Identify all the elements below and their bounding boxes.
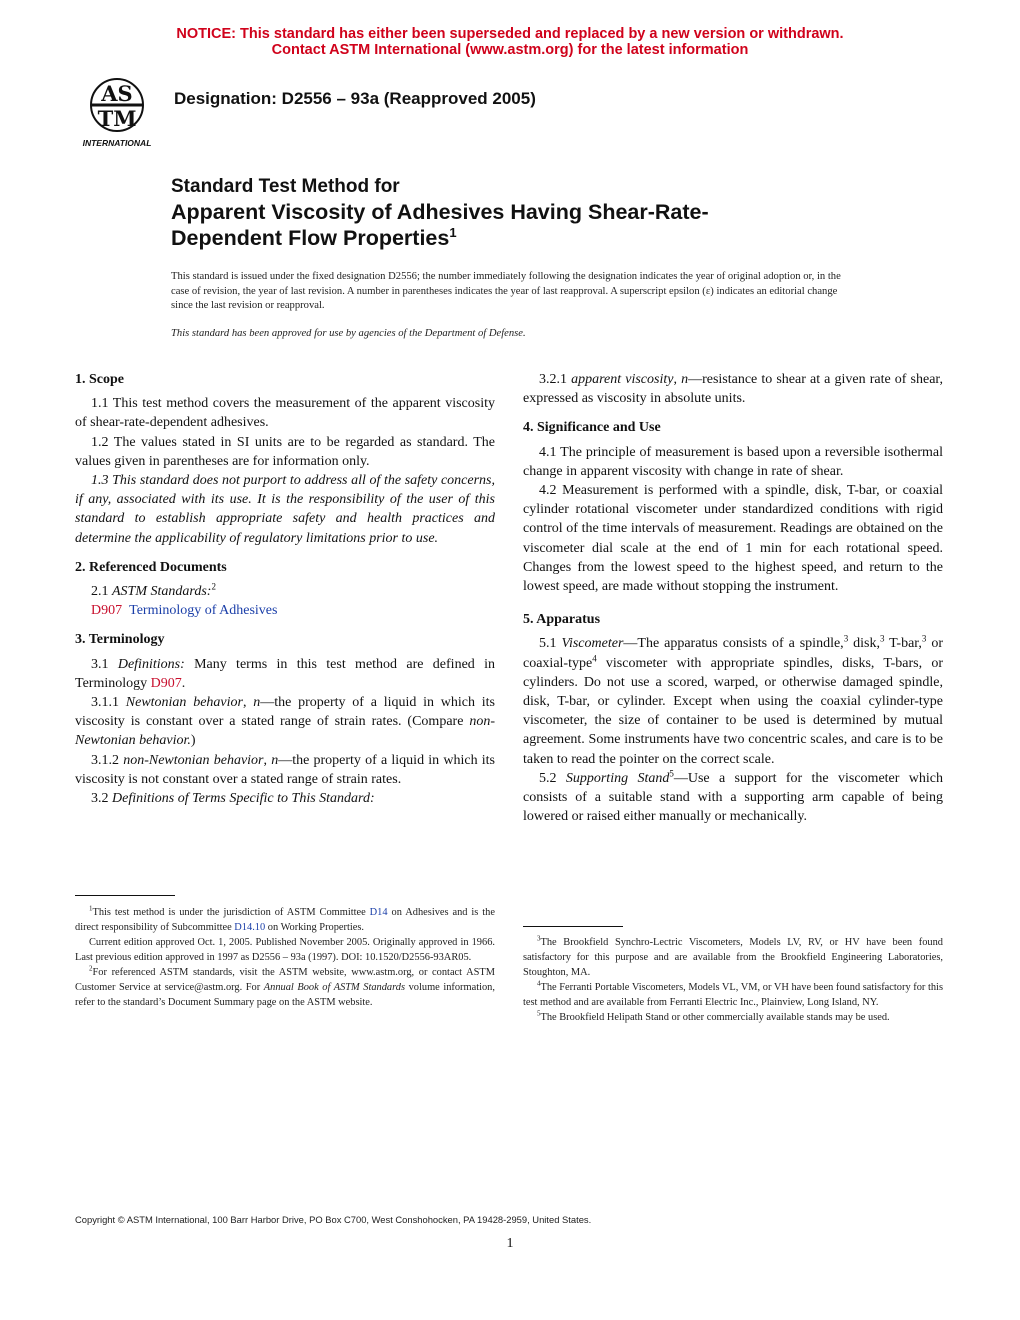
footnote-rule-left	[75, 895, 175, 896]
ref-title-link[interactable]: Terminology of Adhesives	[129, 603, 278, 619]
section-3-heading: 3. Terminology	[75, 632, 165, 648]
title-line-3: Dependent Flow Properties$^1$	[171, 224, 457, 250]
section-2-heading: 2. Referenced Documents	[75, 559, 227, 575]
svg-text:TM: TM	[97, 106, 137, 131]
footnote-2: $^2$For referenced ASTM standards, visit the ASTM website, www.astm.org, or contact ASTM Customer Service at service@astm.org. For Annual Book of ASTM Standards volume information, refer to the standard’s Document Summary page on the ASTM website.	[75, 964, 495, 1008]
statement-text: This standard is issued under the fixed designation D2556; the number immediately following the designation indicates the year of original adoption or, in the case of revision, the year of last revision. A number in parentheses indicates the year of last reapproval. A superscript epsilon (ε) indicates an editorial change since the last revision or reapproval.	[171, 271, 841, 312]
footnote-5: $^5$The Brookfield Helipath Stand or other commercially available stands may be used.	[537, 1009, 890, 1023]
left-column	[75, 370, 495, 808]
notice-line-1: NOTICE: This standard has either been superseded and replaced by a new version or withdrawn.	[176, 26, 844, 42]
logo-text: INTERNATIONAL	[82, 138, 152, 148]
para-3-1-2: 3.1.2 non-Newtonian behavior, n—the property of a liquid in which its viscosity is not constant over a stated range of strain rates.	[75, 752, 495, 787]
para-1-1: 1.1 This test method covers the measurement of the apparent viscosity of shear-rate-dependent adhesives.	[75, 396, 495, 431]
footnote-1-edition: Current edition approved Oct. 1, 2005. Published November 2005. Originally approved in 1966. Last previous edition approved in 1997 as D2556 – 93a (1997). DOI: 10.1520/D2556-93AR05.	[75, 937, 495, 963]
para-5-1: 5.1 Viscometer—The apparatus consists of a spindle,$^3$ disk,$^3$ T-bar,$^3$ or coaxial-type$^4$ viscometer with appropriate spindles, disks, T-bars, or cylinders. Do not use a scored, warped, or otherwise damaged spindle, disk, T-bar, or cylinder. Except when using the coaxial cylinder-type viscometer, the size of container to be used is determined by mutual agreement. Some instruments have two concentric scales, and care is to be taken to read the pointer on the correct scale.	[523, 633, 944, 767]
section-1-heading: 1. Scope	[75, 372, 124, 387]
footnotes-right	[523, 935, 943, 1025]
referenced-standard	[75, 601, 495, 620]
para-3-1-1: 3.1.1 Newtonian behavior, n—the property of a liquid in which its viscosity is constant over a stated range of strain rates. (Compare non-Newtonian behavior.)	[75, 695, 495, 749]
subcommittee-link[interactable]: D14.10	[234, 922, 266, 933]
right-column	[523, 370, 943, 826]
dod-approval: This standard has been approved for use by agencies of the Department of Defense.	[171, 327, 526, 339]
footnote-3: $^3$The Brookfield Synchro-Lectric Viscometers, Models LV, RV, or HV have been found satisfactory for this purpose and are available from the Brookfield Engineering Laboratories, Stoughton, MA.	[523, 934, 943, 978]
footnote-1: $^1$This test method is under the jurisdiction of ASTM Committee D14 on Adhesives and is the direct responsibility of Subcommittee D14.10 on Working Properties.	[75, 904, 495, 933]
title-line-1: Standard Test Method for	[171, 176, 400, 197]
withdrawal-notice	[0, 26, 1020, 58]
terminology-link[interactable]: D907	[150, 675, 182, 691]
ref-code-link[interactable]: D907	[91, 603, 123, 619]
issuance-statement	[171, 270, 851, 341]
para-1-3: 1.3 This standard does not purport to address all of the safety concerns, if any, associated with its use. It is the responsibility of the user of this standard to establish appropriate safety and health practices and determine the applicability of regulatory limitations prior to use.	[75, 473, 495, 546]
designation: Designation: D2556 – 93a (Reapproved 2005)	[174, 89, 536, 108]
para-5-2: 5.2 Supporting Stand$^5$—Use a support for the viscometer which consists of a suitable stand with a supporting arm capable of being lowered or raised either manually or mechanically.	[523, 768, 943, 825]
footnotes-left	[75, 905, 495, 1010]
title-footnote-mark: 1	[449, 224, 457, 240]
section-5-heading: 5. Apparatus	[523, 612, 601, 628]
svg-text:AS: AS	[101, 81, 133, 106]
footnote-rule-right	[523, 926, 623, 927]
document-title	[171, 175, 709, 251]
para-3-1: 3.1 Definitions: Many terms in this test method are defined in Terminology D907.	[75, 656, 496, 691]
para-4-2: 4.2 Measurement is performed with a spindle, disk, T-bar, or coaxial cylinder rotational viscometer under standardized conditions with rigid control of the time intervals of measurement. Readings are obtained on the viscometer dial scale at the end of 1 min for each rotational speed. Changes from the lowest speed to the highest speed, and return to the lowest speed, are made without stopping the instrument.	[523, 483, 943, 595]
section-4-heading: 4. Significance and Use	[523, 420, 661, 436]
copyright-line: Copyright © ASTM International, 100 Barr Harbor Drive, PO Box C700, West Conshohocken, PA 19428-2959, United States.	[75, 1214, 592, 1225]
footnote-4: $^4$The Ferranti Portable Viscometers, Models VL, VM, or VH have been found satisfactory for this test method and are available from Ferranti Electric Inc., Plainview, Long Island, NY.	[523, 979, 943, 1008]
notice-line-2: Contact ASTM International (www.astm.org) for the latest information	[271, 42, 749, 58]
title-line-2: Apparent Viscosity of Adhesives Having Shear-Rate-	[171, 200, 709, 224]
page-number: 1	[506, 1236, 514, 1251]
para-3-2-1: 3.2.1 apparent viscosity, n—resistance to shear at a given rate of shear, expressed as viscosity in absolute units.	[523, 372, 944, 407]
para-3-2: 3.2 Definitions of Terms Specific to This Standard:	[91, 791, 375, 807]
para-2-1: 2.1 ASTM Standards:$^2$	[91, 581, 216, 600]
committee-link[interactable]: D14	[369, 907, 388, 918]
para-4-1: 4.1 The principle of measurement is based upon a reversible isothermal change in apparent viscosity with change in rate of shear.	[523, 444, 943, 479]
para-1-2: 1.2 The values stated in SI units are to be regarded as standard. The values given in parentheses are for information only.	[75, 434, 495, 469]
astm-international-logo	[74, 74, 160, 150]
